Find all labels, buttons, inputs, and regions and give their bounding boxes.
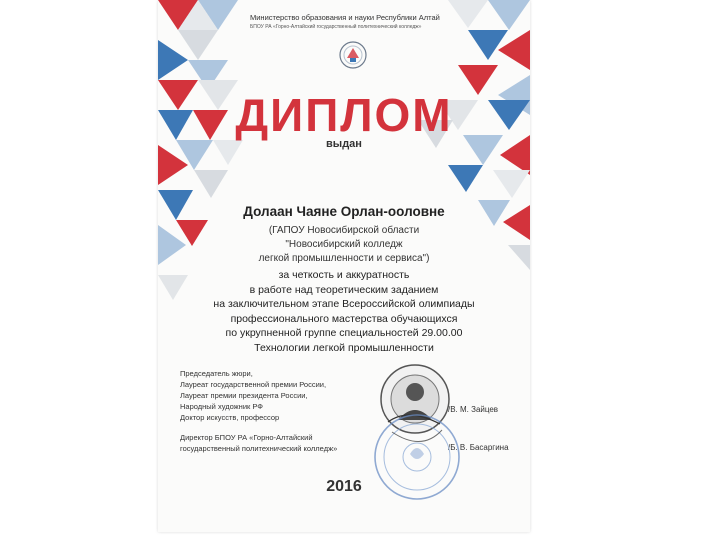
issued-label: выдан: [326, 138, 362, 150]
jury-chair-line: Лауреат государственной премии России,: [180, 380, 327, 389]
merit-line: в работе над теоретическим заданием: [249, 283, 439, 296]
jury-chair-line: Доктор искусств, профессор: [180, 413, 280, 422]
director-block: [180, 432, 337, 454]
director-line: государственный политехнический колледж»: [180, 444, 338, 453]
recipient-name: Долаан Чаяне Орлан-ооловне: [243, 204, 445, 219]
director-line: Директор БПОУ РА «Горно-Алтайский: [180, 433, 313, 442]
merit-line: профессионального мастерства обучающихся: [230, 312, 458, 325]
jury-chair-line: Лауреат премии президента России,: [180, 391, 308, 400]
organization-line: "Новосибирский колледж: [285, 239, 403, 250]
jury-chair-block: [180, 368, 326, 423]
merit-line: на заключительном этапе Всероссийской олимпиады: [213, 298, 475, 311]
jury-chair-line: Народный художник РФ: [180, 402, 263, 411]
organization-line: (ГАПОУ Новосибирской области: [268, 225, 420, 236]
merit-line: по укрупненной группе специальностей 29.00.00: [225, 327, 463, 340]
institution-emblem-icon: [338, 40, 368, 70]
organization-line: легкой промышленности и сервиса"): [258, 253, 430, 264]
diploma-year: 2016: [326, 478, 362, 495]
jury-chair-line: Председатель жюри,: [180, 369, 253, 378]
director-signature: /Б. В. Басаргина: [448, 443, 509, 452]
merit-line: за четкость и аккуратность: [278, 269, 410, 281]
recipient-organization: [158, 224, 530, 266]
ministry-line: Министерство образования и науки Республики Алтай: [250, 13, 440, 22]
merit-text: [158, 268, 530, 356]
institution-line: БПОУ РА «Горно-Алтайский государственный политехнический колледж»: [250, 24, 422, 30]
jury-chair-signature: /В. М. Зайцев: [448, 405, 499, 414]
diploma-title: ДИПЛОМ: [235, 89, 453, 141]
merit-line: Технологии легкой промышленности: [254, 341, 434, 354]
diploma-sheet: [158, 0, 530, 532]
